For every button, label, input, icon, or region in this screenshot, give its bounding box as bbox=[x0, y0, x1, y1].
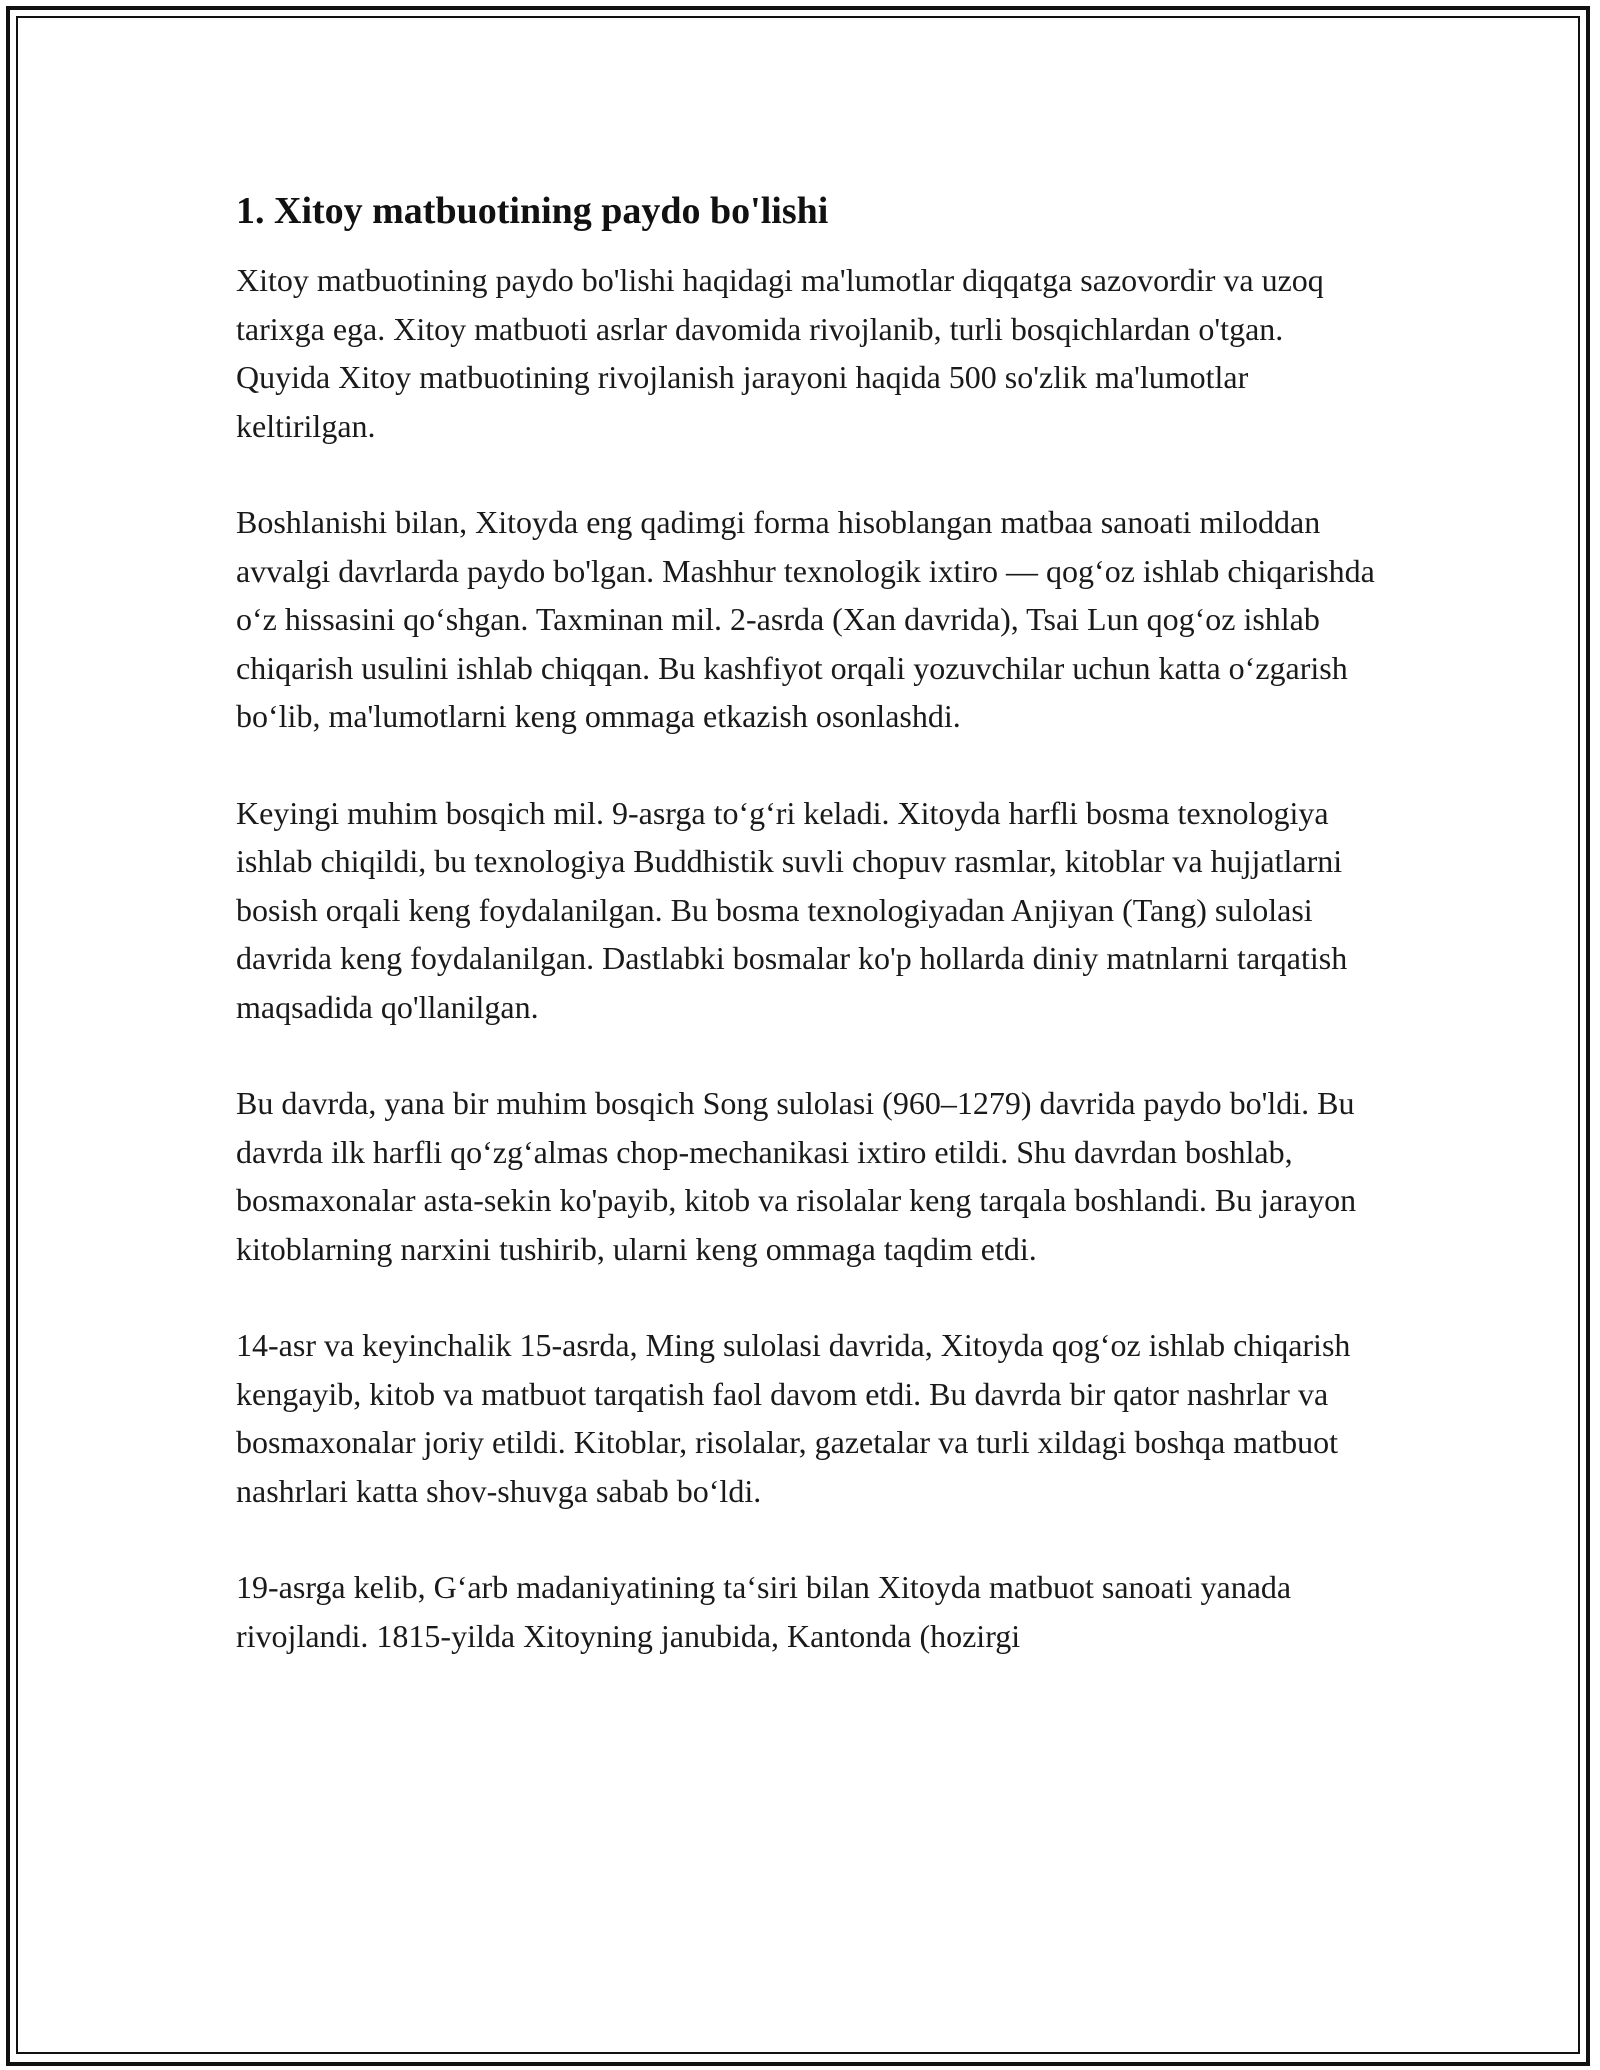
paragraph-block-printing: Keyingi muhim bosqich mil. 9-asrga to‘g‘ri keladi. Xitoyda harfli bosma texnologiya ishlab chiqildi, bu texnologiya Buddhistik suvli chopuv rasmlar, kitoblar va hujjatlarni bosish orqali keng foydalanilgan. Bu bosma texnologiyadan Anjiyan (Tang) sulolasi davrida keng foydalanilgan. Dastlabki bosmalar ko'p hollarda diniy matnlarni tarqatish maqsadida qo'llanilgan. bbox=[236, 794, 1348, 1025]
paragraph-ming-dynasty: 14-asr va keyinchalik 15-asrda, Ming sulolasi davrida, Xitoyda qog‘oz ishlab chiqarish kengayib, kitob va matbuot tarqatish faol davom etdi. Bu davrda bir qator nashrlar va bosmaxonalar joriy etildi. Kitoblar, risolalar, gazetalar va turli xildagi boshqa matbuot nashrlari katta shov-shuvga sabab bo‘ldi. bbox=[236, 1327, 1351, 1509]
section-heading: 1. Xitoy matbuotining paydo bo'lishi bbox=[236, 190, 829, 232]
paragraph-19th-century: 19-asrga kelib, G‘arb madaniyatining ta‘siri bilan Xitoyda matbuot sanoati yanada rivojlandi. 1815-yilda Xitoyning janubida, Kantonda (hozirgi bbox=[236, 1569, 1292, 1654]
paragraph-intro: Xitoy matbuotining paydo bo'lishi haqidagi ma'lumotlar diqqatga sazovordir va uzoq tarixga ega. Xitoy matbuoti asrlar davomida rivojlanib, turli bosqichlardan o'tgan. Quyida Xitoy matbuotining rivojlanish jarayoni haqida 500 so'zlik ma'lumotlar keltirilgan. bbox=[236, 262, 1324, 444]
document-body bbox=[236, 186, 1376, 1708]
paragraph-song-dynasty: Bu davrda, yana bir muhim bosqich Song sulolasi (960–1279) davrida paydo bo'ldi. Bu davrda ilk harfli qo‘zg‘almas chop-mechanikasi ixtiro etildi. Shu davrdan boshlab, bosmaxonalar asta-sekin ko'payib, kitob va risolalar keng tarqala boshlandi. Bu jarayon kitoblarning narxini tushirib, ularni keng ommaga taqdim etdi. bbox=[236, 1085, 1357, 1267]
paragraph-paper-invention: Boshlanishi bilan, Xitoyda eng qadimgi forma hisoblangan matbaa sanoati miloddan avvalgi davrlarda paydo bo'lgan. Mashhur texnologik ixtiro — qog‘oz ishlab chiqarishda o‘z hissasini qo‘shgan. Taxminan mil. 2-asrda (Xan davrida), Tsai Lun qog‘oz ishlab chiqarish usulini ishlab chiqqan. Bu kashfiyot orqali yozuvchilar uchun katta o‘zgarish bo‘lib, ma'lumotlarni keng ommaga etkazish osonlashdi. bbox=[236, 504, 1375, 734]
